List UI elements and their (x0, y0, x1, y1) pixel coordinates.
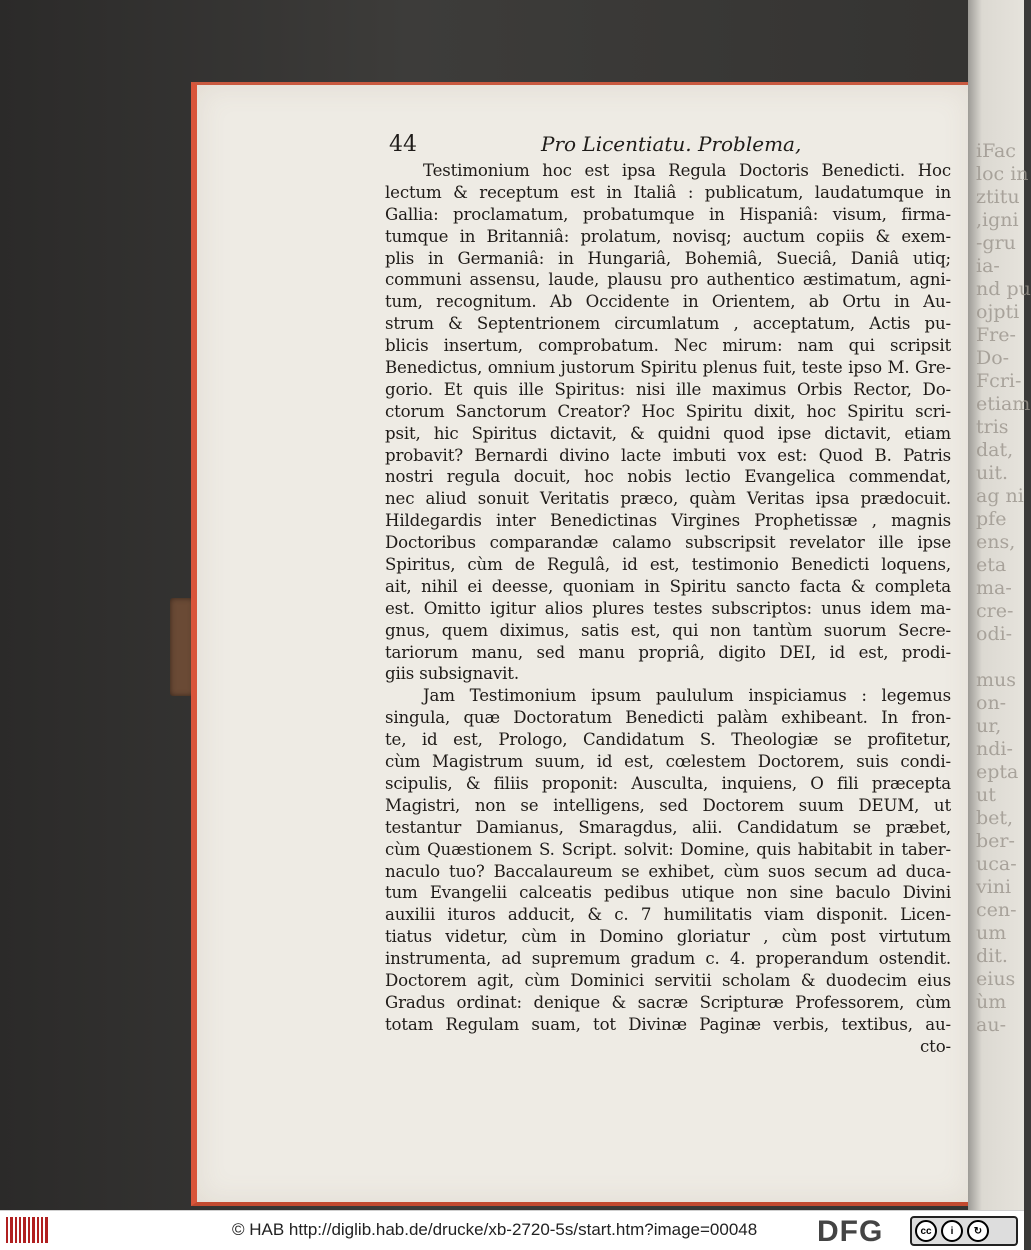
text-line: blicis insertum, comprobatum. Nec mirum: nam qui scripsit (385, 336, 951, 356)
cc-license-badge[interactable] (910, 1216, 1018, 1246)
text-line: Testimonium hoc est ipsa Regula Doctoris Benedicti. Hoc (423, 161, 951, 180)
text-line: tumque in Britanniâ: prolatum, novisq; auctum copiis & exem- (385, 226, 951, 246)
viewer-footer (0, 1210, 1024, 1250)
running-head: Pro Licentiatu. Problema, (541, 132, 802, 156)
text-line: testantur Damianus, Smaragdus, alii. Candidatum se præbet, (385, 817, 951, 837)
text-line: gorio. Et quis ille Spiritus: nisi ille maximus Orbis Rector, Do- (385, 379, 951, 399)
text-line: Magistri, non se intelligens, sed Doctorem suum DEUM, ut (385, 795, 951, 815)
text-line: tum, recognitum. Ab Occidente in Orientem, ab Ortu in Au- (385, 292, 951, 312)
text-line: naculo tuo? Baccalaureum se exhibet, cùm suos secum ad duca- (385, 861, 951, 881)
text-line: psit, hic Spiritus dictavit, & quidni quod ipse dictavit, etiam (385, 423, 951, 443)
text-line: ctorum Sanctorum Creator? Hoc Spiritu dixit, hoc Spiritu scri- (385, 401, 951, 421)
dfg-logo[interactable]: DFG (817, 1215, 884, 1248)
text-line: gnus, quem diximus, satis est, qui non tantùm suorum Secre- (385, 620, 951, 640)
sa-icon: ↻ (967, 1220, 989, 1242)
text-line: nostri regula docuit, hoc nobis lectio Evangelica commendat, (385, 467, 951, 487)
catchword: cto- (920, 1036, 951, 1056)
text-line: instrumenta, ad supremum gradum c. 4. properandum ostendit. (385, 949, 951, 969)
text-line: cùm Quæstionem S. Script. solvit: Domine, quis habitabit in taber- (385, 839, 951, 859)
text-line: Hildegardis inter Benedictinas Virgines Prophetissæ , magnis (385, 511, 951, 531)
text-line: lectum & receptum est in Italiâ : publicatum, laudatumque in (385, 182, 951, 202)
text-line: singula, quæ Doctoratum Benedicti palàm exhibeant. In fron- (385, 708, 951, 728)
text-line: tariorum manu, sed manu propriâ, digito DEI, id est, prodi- (385, 642, 951, 662)
text-line: tum Evangelii calceatis pedibus utique non sine baculo Divini (385, 883, 951, 903)
text-line: Spiritus, cùm de Regulâ, id est, testimonio Benedicti loquens, (385, 555, 951, 575)
text-line: Benedictus, omnium justorum Spiritu plenus fuit, teste ipso M. Gre- (385, 358, 951, 378)
text-line: scipulis, & filiis proponit: Ausculta, inquiens, O fili præcepta (385, 773, 951, 793)
text-line: tiatus videtur, cùm in Domino gloriatur , cùm post virtutum (385, 927, 951, 947)
adjacent-page-edge (968, 0, 1031, 1210)
text-line: plis in Germaniâ: in Hungariâ, Bohemiâ, Sueciâ, Daniâ utiq; (385, 248, 951, 268)
hab-logo[interactable] (6, 1217, 48, 1243)
text-line: probavit? Bernardi divino lacte imbuti vox est: Quod B. Patris (385, 445, 951, 465)
text-line: ait, nihil ei deesse, quoniam in Spiritu sancto facta & completa (385, 576, 951, 596)
text-line: Gallia: proclamatum, probatumque in Hispaniâ: visum, firma- (385, 204, 951, 224)
text-line: giis subsignavit. (385, 664, 519, 684)
page-header (389, 132, 949, 160)
body-text (385, 160, 951, 1058)
bleed-through-text: iFac loc in ztitu ,igni -gru ia- nd pu ojpti Fre- Do- Fcri- etiam tris dat, uit. ag ni pfe ens, eta ma- cre- odi- mus on- ur, ndi- epta ut bet, ber- uca- vini cen- um dit. eius ùm au- (976, 140, 1031, 1036)
text-line: communi assensu, laude, plausu pro authentico æstimatum, agni- (385, 270, 951, 290)
source-link[interactable]: © HAB http://diglib.hab.de/drucke/xb-2720-5s/start.htm?image=00048 (232, 1220, 758, 1239)
text-line: cùm Magistrum suum, id est, cœlestem Doctorem, suis condi- (385, 752, 951, 772)
text-line: Doctorem agit, cùm Dominici servitii scholam & duodecim eius (385, 970, 951, 990)
text-line: Gradus ordinat: denique & sacræ Scripturæ Professorem, cùm (385, 992, 951, 1012)
text-line: Doctoribus comparandæ calamo subscripsit revelator ille ipse (385, 533, 951, 553)
by-person-icon: i (941, 1220, 963, 1242)
page-number: 44 (389, 132, 417, 157)
text-line: nec aliud sonuit Veritatis præco, quàm Veritas ipsa prædocuit. (385, 489, 951, 509)
text-line: totam Regulam suam, tot Divinæ Paginæ verbis, textibus, au- (385, 1014, 951, 1034)
cc-icon: cc (915, 1220, 937, 1242)
text-line: auxilii ituros adducit, & c. 7 humilitatis viam disponit. Licen- (385, 905, 951, 925)
text-line: est. Omitto igitur alios plures testes subscriptos: unus idem ma- (385, 598, 951, 618)
text-line: te, id est, Prologo, Candidatum S. Theologiæ se profitetur, (385, 730, 951, 750)
text-line: Jam Testimonium ipsum paululum inspiciamus : legemus (423, 686, 951, 706)
text-line: strum & Septentrionem circumlatum , acceptatum, Actis pu- (385, 314, 951, 334)
